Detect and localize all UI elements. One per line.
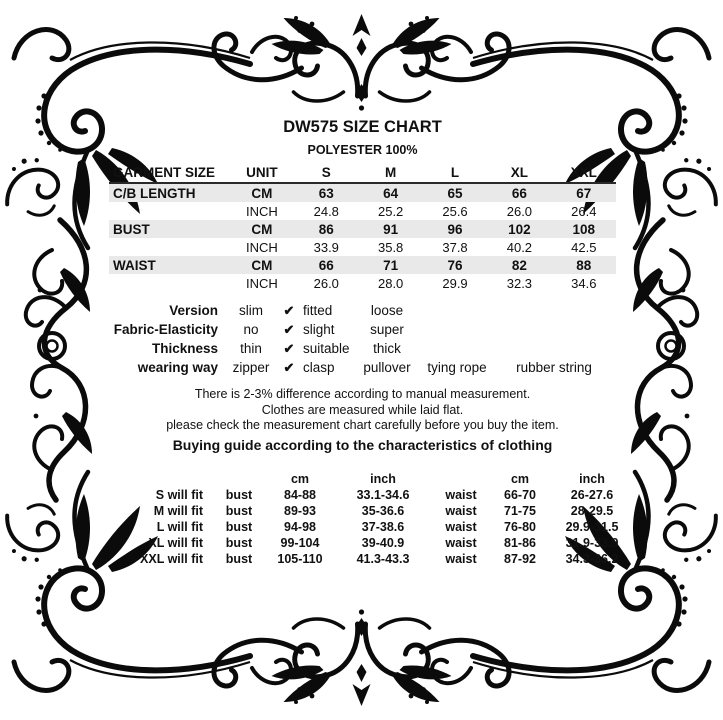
value-cell: 42.5	[571, 239, 597, 255]
table-row	[109, 220, 616, 238]
value-cell: 29.9	[442, 275, 468, 291]
attribute-option-checked: fitted	[303, 303, 333, 318]
body-part-label: waist	[445, 535, 477, 550]
body-part-label: bust	[225, 535, 253, 550]
value-cell: 67	[576, 185, 592, 201]
value-cell: 65	[447, 185, 463, 201]
unit-cell: CM	[251, 221, 273, 237]
fit-size-label: M will fit	[153, 503, 203, 518]
value-cell: 63	[318, 185, 334, 201]
fit-guide-row-xxl	[109, 551, 619, 567]
page-title: DW575 SIZE CHART	[283, 118, 442, 136]
value-cell: 37.8	[442, 239, 468, 255]
waist-cm-range: 66-70	[504, 487, 536, 502]
row-label: C/B LENGTH	[113, 185, 196, 201]
note-line: Clothes are measured while laid flat.	[261, 402, 464, 417]
col-header-xl: XL	[487, 164, 551, 183]
attribute-label: Version	[169, 303, 218, 318]
body-part-label: waist	[445, 551, 477, 566]
row-label: BUST	[113, 221, 150, 237]
measurement-notes	[109, 387, 616, 434]
value-cell: 28.0	[377, 275, 404, 291]
fit-guide-row-s	[109, 487, 616, 503]
garment-attributes	[109, 301, 616, 377]
unit-cell: CM	[251, 257, 273, 273]
value-cell: 26.4	[571, 203, 597, 219]
buying-guide-title: Buying guide according to the characteristics of clothing	[172, 436, 553, 453]
value-cell: 35.8	[377, 239, 404, 255]
check-icon: ✔	[283, 341, 295, 356]
col-header-cm: cm	[510, 471, 530, 486]
col-header-inch: inch	[370, 471, 396, 486]
body-part-label: bust	[225, 503, 253, 518]
value-cell: 91	[383, 221, 399, 237]
table-row	[109, 183, 616, 202]
value-cell: 88	[576, 257, 592, 273]
attribute-option-checked: suitable	[303, 341, 350, 356]
size-table-header-row	[109, 164, 616, 183]
value-cell: 86	[318, 221, 334, 237]
body-part-label: waist	[445, 487, 477, 502]
attribute-option: super	[370, 322, 404, 337]
attribute-label: Fabric-Elasticity	[113, 322, 218, 337]
waist-cm-range: 81-86	[504, 535, 536, 550]
waist-cm-range: 71-75	[504, 503, 536, 518]
value-cell: 76	[447, 257, 463, 273]
attribute-option-checked: clasp	[303, 360, 335, 375]
bust-inch-range: 39-40.9	[361, 535, 405, 550]
body-part-label: bust	[225, 551, 253, 566]
fit-size-label: L will fit	[156, 519, 203, 534]
attribute-option: loose	[370, 303, 404, 318]
col-header-cm: cm	[290, 471, 310, 486]
value-cell: 66	[318, 257, 334, 273]
body-part-label: bust	[225, 519, 253, 534]
attribute-row-thickness	[109, 339, 616, 358]
value-cell: 26.0	[506, 203, 533, 219]
bust-inch-range: 35-36.6	[361, 503, 405, 518]
col-header-garment-size: GARMENT SIZE	[109, 164, 230, 183]
value-cell: 71	[383, 257, 399, 273]
body-part-label: waist	[445, 519, 477, 534]
bust-inch-range: 41.3-43.3	[356, 551, 410, 566]
value-cell: 82	[511, 257, 527, 273]
size-chart-document	[109, 118, 619, 567]
value-cell: 26.0	[313, 275, 339, 291]
table-row	[109, 274, 616, 292]
value-cell: 32.3	[506, 275, 533, 291]
attribute-row-version	[109, 301, 616, 320]
waist-inch-range: 28-29.5	[570, 503, 614, 518]
body-part-label: bust	[225, 487, 253, 502]
value-cell: 25.6	[442, 203, 468, 219]
attribute-option: pullover	[363, 360, 411, 375]
value-cell: 102	[508, 221, 531, 237]
fit-size-label: XXL will fit	[140, 551, 203, 566]
fit-guide-row-xl	[109, 535, 619, 551]
value-cell: 24.8	[313, 203, 339, 219]
check-icon: ✔	[283, 360, 295, 375]
row-label	[109, 238, 230, 256]
unit-cell: CM	[251, 185, 273, 201]
fit-size-label: XL will fit	[148, 535, 203, 550]
col-header-xxl: XXL	[552, 164, 616, 183]
bust-cm-range: 105-110	[277, 551, 323, 566]
waist-cm-range: 87-92	[504, 551, 536, 566]
fit-guide-header-row	[109, 471, 616, 487]
value-cell: 25.2	[377, 203, 404, 219]
row-label	[109, 274, 230, 292]
size-table	[109, 164, 616, 292]
row-label	[109, 202, 230, 220]
col-header-s: S	[294, 164, 358, 183]
bust-cm-range: 94-98	[284, 519, 316, 534]
note-line: There is 2-3% difference according to manual measurement.	[194, 387, 531, 401]
table-row	[109, 256, 616, 274]
value-cell: 34.6	[571, 275, 597, 291]
bust-cm-range: 89-93	[284, 503, 316, 518]
waist-inch-range: 31.9-33.9	[565, 535, 619, 550]
attribute-row-elasticity	[109, 320, 616, 339]
attribute-row-wearing-way	[109, 358, 616, 377]
table-row	[109, 238, 616, 256]
bust-cm-range: 84-88	[284, 487, 316, 502]
unit-cell: INCH	[246, 239, 278, 255]
value-cell: 40.2	[506, 239, 533, 255]
fabric-composition: POLYESTER 100%	[307, 143, 418, 157]
col-header-inch: inch	[579, 471, 605, 486]
attribute-option: tying rope	[427, 360, 487, 375]
waist-cm-range: 76-80	[504, 519, 536, 534]
col-header-unit: UNIT	[230, 164, 294, 183]
attribute-option: zipper	[232, 360, 270, 375]
attribute-option: rubber string	[516, 360, 592, 375]
check-icon: ✔	[283, 303, 295, 318]
attribute-label: Thickness	[151, 341, 218, 356]
value-cell: 108	[572, 221, 596, 237]
fit-guide-table	[109, 471, 619, 567]
check-icon: ✔	[283, 322, 295, 337]
fit-guide-row-m	[109, 503, 616, 519]
unit-cell: INCH	[246, 275, 278, 291]
bust-inch-range: 33.1-34.6	[356, 487, 410, 502]
waist-inch-range: 26-27.6	[570, 487, 614, 502]
fit-size-label: S will fit	[155, 487, 203, 502]
col-header-m: M	[358, 164, 422, 183]
attribute-option: thin	[240, 341, 262, 356]
attribute-option: no	[243, 322, 259, 337]
attribute-option: thick	[373, 341, 401, 356]
bust-cm-range: 99-104	[280, 535, 320, 550]
unit-cell: INCH	[246, 203, 278, 219]
fit-guide-row-l	[109, 519, 619, 535]
waist-inch-range: 29.9-31.5	[565, 519, 619, 534]
body-part-label: waist	[445, 503, 477, 518]
table-row	[109, 202, 616, 220]
value-cell: 64	[383, 185, 399, 201]
value-cell: 33.9	[313, 239, 339, 255]
note-line: please check the measurement chart carefully before you buy the item.	[166, 418, 559, 432]
col-header-l: L	[423, 164, 487, 183]
bust-inch-range: 37-38.6	[361, 519, 405, 534]
value-cell: 66	[511, 185, 527, 201]
attribute-option: slim	[239, 303, 263, 318]
row-label: WAIST	[113, 257, 156, 273]
attribute-label: wearing way	[137, 360, 218, 375]
value-cell: 96	[447, 221, 463, 237]
waist-inch-range: 34.3-36.2	[565, 551, 619, 566]
attribute-option-checked: slight	[303, 322, 335, 337]
